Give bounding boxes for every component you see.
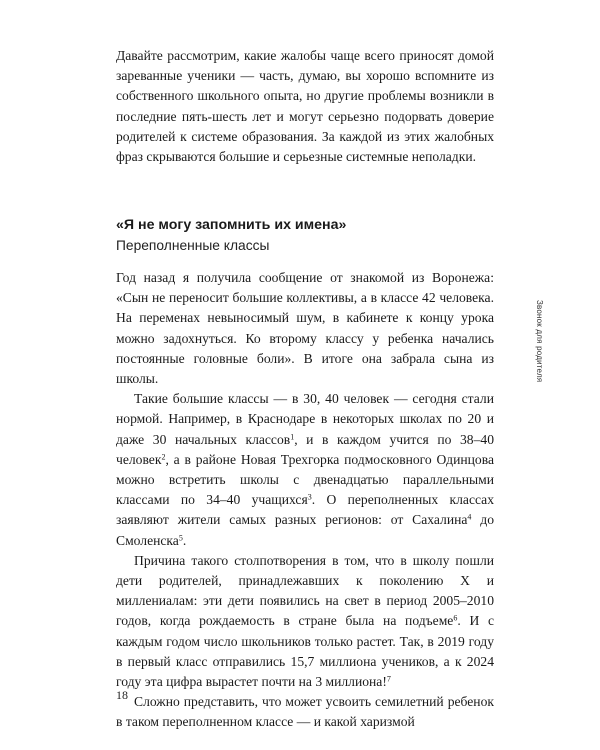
text-run: до Смоленска: [116, 512, 494, 548]
footnote-marker: 3: [307, 492, 312, 502]
text-run: Сложно представить, что может усвоить семилетний ребенок в таком переполненном классе — и какой харизмой: [116, 694, 494, 730]
text-run: . И с каждым годом число школьников только растет. Так, в 2019 году в первый класс отправились 15,7 миллиона учеников, а к 2024 году эта цифра вырастет почти на 3 миллиона!: [116, 613, 495, 690]
body-paragraph: [116, 692, 494, 732]
footnote-marker: 1: [290, 432, 295, 442]
body-paragraph: [116, 268, 494, 389]
footnote-marker: 2: [161, 452, 166, 462]
body-paragraph: [116, 389, 494, 551]
body-text: [116, 268, 494, 733]
page-number: 18: [116, 688, 128, 702]
text-run: Год назад я получила сообщение от знакомой из Воронежа: «Сын не переносит большие коллективы, а в классе 42 человека. На переменах невыносимый шум, в кабинете к концу урока можно задохнуться. Ко второму классу у ребенка начались постоянные головные боли». В итоге она забрала сына из школы.: [116, 270, 494, 387]
intro-paragraph: Давайте рассмотрим, какие жалобы чаще всего приносят домой зареванные ученики — часть, думаю, вы хорошо вспомните из собственного школьного опыта, но другие проблемы возникли в последние пять-шесть лет и могут серьезно подорвать доверие родителей к системе образования. За каждой из этих жалобных фраз скрываются большие и серьезные системные неполадки.: [116, 48, 494, 165]
footnote-marker: 7: [386, 674, 391, 684]
running-header: Звонок для родителя: [535, 300, 544, 383]
text-run: . О переполненных классах заявляют жители самых разных регионов: от Сахалина: [116, 492, 495, 528]
text-run: .: [182, 532, 187, 548]
text-run: , а в районе Новая Трехгорка подмосковного Одинцова можно встретить школы с двенадцатью параллельными классами по 34–40 учащихся: [116, 451, 494, 508]
footnote-marker: 5: [178, 533, 183, 543]
footnote-marker: 6: [453, 614, 458, 624]
text-run: Такие большие классы — в 30, 40 человек — сегодня стали нормой. Например, в Краснодаре в некоторых школах по 20 и даже 30 начальных классов: [116, 391, 494, 447]
section-title: «Я не могу запомнить их имена»: [116, 217, 347, 233]
footnote-marker: 4: [467, 513, 472, 523]
body-paragraph: [116, 551, 494, 692]
text-run: , и в каждом учится по 38–40 человек: [116, 431, 494, 467]
text-run: Причина такого столпотворения в том, что в школу пошли дети родителей, принадлежавших к поколению X и миллениалам: эти дети появились на свет в период 2005–2010 годов, когда рождаемость в стране была на подъеме: [116, 552, 494, 629]
section-subtitle: Переполненные классы: [116, 238, 270, 253]
